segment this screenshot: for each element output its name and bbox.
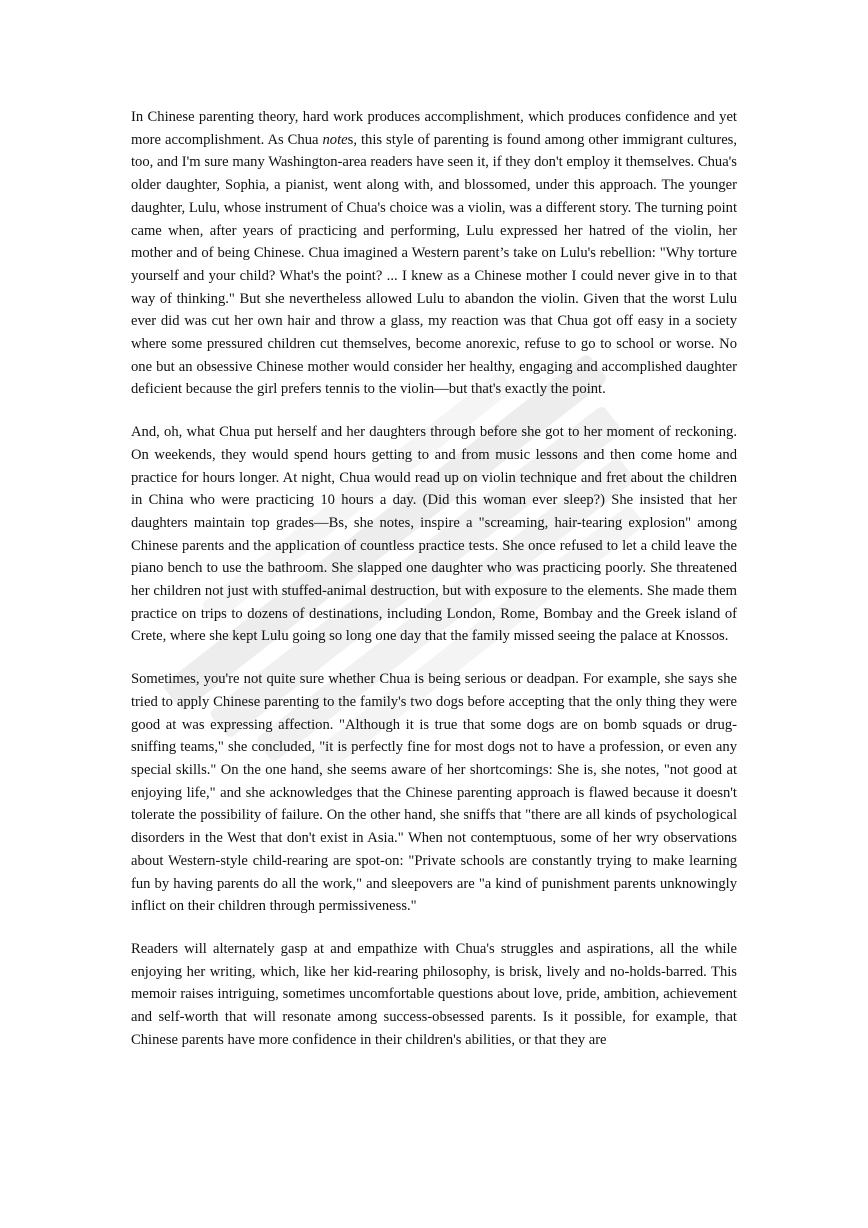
paragraph-1 xyxy=(131,106,737,401)
paragraph-1-text-end: s, this style of parenting is found among other immigrant cultures, too, and I'm sure many Washington-area readers have seen it, if they don't employ it themselves. Chua's older daughter, Sophia, a pianist, went along with, and blossomed, under this approach. The younger daughter, Lulu, whose instrument of Chua's choice was a violin, was a different story. The turning point came when, after years of practicing and performing, Lulu expressed her hatred of the violin, her mother and of being Chinese. Chua imagined a Western parent’s take on Lulu's rebellion: "Why torture yourself and your child? What's the point? ... I knew as a Chinese mother I could never give in to that way of thinking." But she nevertheless allowed Lulu to abandon the violin. Given that the worst Lulu ever did was cut her own hair and throw a glass, my reaction was that Chua got off easy in a society where some pressured children cut themselves, become anorexic, refuse to go to school or worse. No one but an obsessive Chinese mother would consider her healthy, engaging and accomplished daughter deficient because the girl prefers tennis to the violin—but that's exactly the point. xyxy=(131,131,738,398)
paragraph-3: Sometimes, you're not quite sure whether Chua is being serious or deadpan. For example, she says she tried to apply Chinese parenting to the family's two dogs before accepting that the only thing they were good at was expressing affection. "Although it is true that some dogs are on bomb squads or drug-sniffing teams," she concluded, "it is perfectly fine for most dogs not to have a profession, or even any special skills." On the one hand, she seems aware of her shortcomings: She is, she notes, "not good at enjoying life," and she acknowledges that the Chinese parenting approach is flawed because it doesn't tolerate the possibility of failure. On the other hand, she sniffs that "there are all kinds of psychological disorders in the West that don't exist in Asia." When not contemptuous, some of her wry observations about Western-style child-rearing are spot-on: "Private schools are constantly trying to make learning fun by having parents do all the work," and sleepovers are "a kind of punishment parents unknowingly inflict on their children through permissiveness." xyxy=(131,671,737,915)
paragraph-1-emphasis: note xyxy=(322,131,348,148)
paragraph-1-text-start: In Chinese parenting theory, hard work produces accomplishment, which produces confidence and yet more accomplishment. As Chua xyxy=(131,109,737,148)
article-body xyxy=(131,106,737,1071)
paragraph-4: Readers will alternately gasp at and empathize with Chua's struggles and aspirations, all the while enjoying her writing, which, like her kid-rearing philosophy, is brisk, lively and no-holds-barred. This memoir raises intriguing, sometimes uncomfortable questions about love, pride, ambition, achievement and self-worth that will resonate among success-obsessed parents. Is it possible, for example, that Chinese parents have more confidence in their children's abilities, or that they are xyxy=(131,940,737,1048)
paragraph-2: And, oh, what Chua put herself and her daughters through before she got to her moment of reckoning. On weekends, they would spend hours getting to and from music lessons and then come home and practice for hours longer. At night, Chua would read up on violin technique and fret about the children in China who were practicing 10 hours a day. (Did this woman ever sleep?) She insisted that her daughters maintain top grades—Bs, she notes, inspire a "screaming, hair-tearing explosion" among Chinese parents and the application of countless practice tests. She once refused to let a child leave the piano bench to use the bathroom. She slapped one daughter who was practicing poorly. She threatened her children not just with stuffed-animal destruction, but with exposure to the elements. She made them practice on trips to dozens of destinations, including London, Rome, Bombay and the Greek island of Crete, where she kept Lulu going so long one day that the family missed seeing the palace at Knossos. xyxy=(131,424,737,645)
